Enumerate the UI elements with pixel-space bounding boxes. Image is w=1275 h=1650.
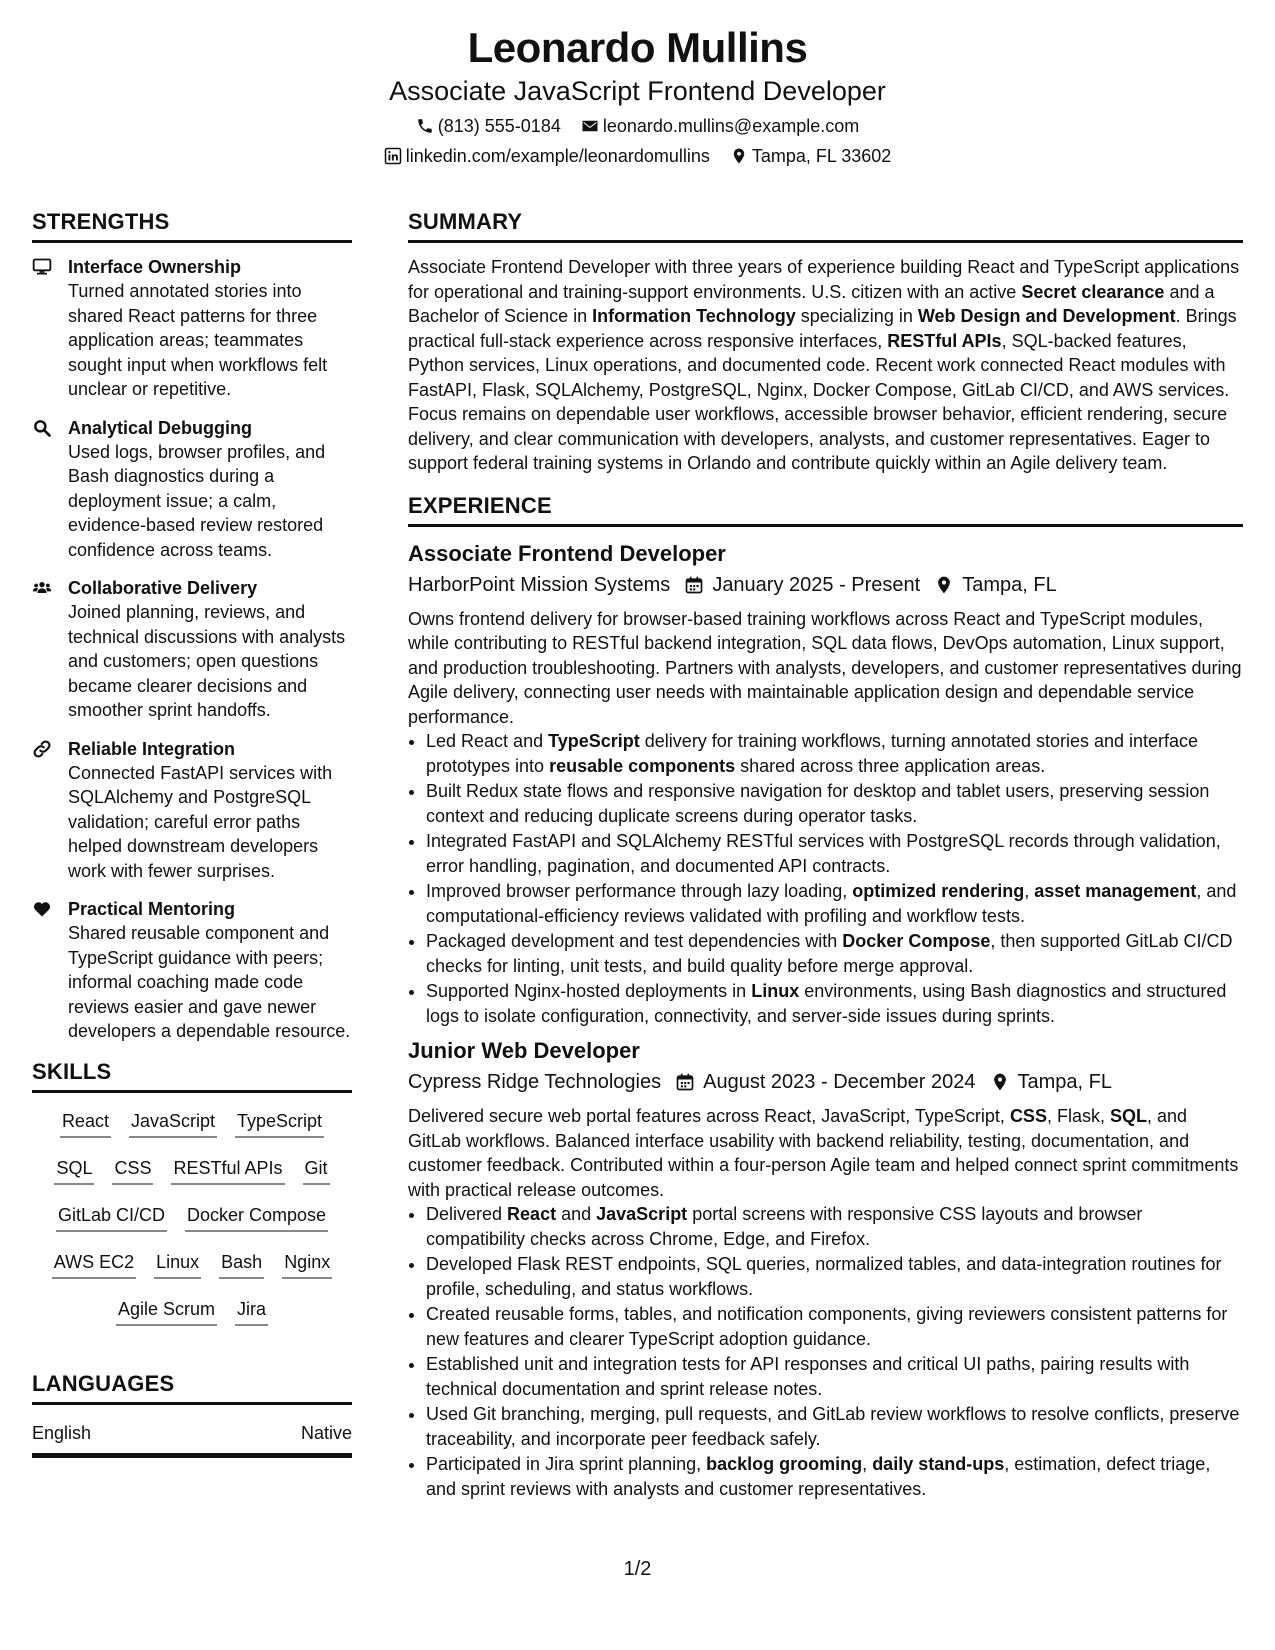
summary-heading: SUMMARY — [408, 208, 1243, 243]
candidate-name: Leonardo Mullins — [467, 24, 808, 71]
bold-text: asset management — [1034, 881, 1197, 901]
text-run: Packaged development and test dependencies with — [426, 931, 843, 951]
job-location: Tampa, FL — [1017, 1071, 1112, 1093]
strength-title: Reliable Integration — [68, 738, 236, 759]
languages-heading: LANGUAGES — [32, 1370, 352, 1405]
job-bullet — [426, 1352, 1243, 1401]
bold-text: RESTful APIs — [887, 330, 1002, 351]
page-number: 1/2 — [623, 1558, 652, 1580]
contact-email[interactable] — [581, 114, 859, 138]
skill-tag: RESTful APIs — [171, 1156, 284, 1185]
text-run: portal screens with responsive CSS layouts and browser compatibility checks across Chrome, Edge, and Firefox. — [426, 1204, 1143, 1249]
strength-desc: Shared reusable component and TypeScript guidance with peers; informal coaching made code reviews easier and gave newer developers a dependable resource. — [68, 923, 351, 1041]
job-company: HarborPoint Mission Systems — [408, 573, 671, 596]
right-column — [408, 208, 1243, 1502]
bold-text: Web Design and Development — [917, 306, 1176, 326]
email-text: leonardo.mullins@example.com — [602, 116, 860, 136]
job-bullet — [426, 929, 1243, 978]
skills-list — [32, 1105, 352, 1326]
text-run: , Flask, — [1046, 1106, 1110, 1126]
text-run: and — [556, 1204, 597, 1224]
job-bullet — [426, 829, 1243, 878]
skill-tag: TypeScript — [235, 1109, 324, 1138]
contact-line-1 — [0, 114, 1275, 138]
job-bullet — [426, 729, 1243, 778]
skill-tag: GitLab CI/CD — [56, 1203, 167, 1232]
strength-desc: Joined planning, reviews, and technical discussions with analysts and customers; open questions became clearer decisions and smoother sprint handoffs. — [68, 602, 346, 720]
contact-line-2 — [0, 144, 1275, 168]
strengths-heading: STRENGTHS — [32, 208, 352, 243]
job-meta — [408, 571, 1243, 599]
bold-text: JavaScript — [596, 1204, 688, 1224]
magnifier-icon — [32, 416, 54, 563]
job-bullet — [426, 1252, 1243, 1301]
map-pin-icon — [934, 575, 954, 595]
job-intro — [408, 1104, 1243, 1202]
text-run: , estimation, defect triage, and sprint reviews with analysts and customer representatives. — [426, 1454, 1211, 1499]
skill-tag: Jira — [235, 1297, 268, 1326]
skill-tag: SQL — [54, 1156, 94, 1185]
text-run: Built Redux state flows and responsive navigation for desktop and tablet users, preserving session context and reducing duplicate screens during operator tasks. — [426, 781, 1210, 826]
job-meta — [408, 1068, 1243, 1096]
bold-text: CSS — [1009, 1106, 1047, 1126]
strength-desc: Used logs, browser profiles, and Bash diagnostics during a deployment issue; a calm, evidence-based review restored confidence across teams. — [68, 441, 326, 560]
skill-tag: CSS — [112, 1156, 153, 1185]
bold-text: reusable components — [549, 755, 736, 776]
skill-tag: Bash — [219, 1250, 264, 1279]
experience-heading: EXPERIENCE — [408, 492, 1243, 527]
contact-linkedin[interactable] — [384, 144, 710, 168]
skill-tag: AWS EC2 — [52, 1250, 136, 1279]
calendar-icon — [675, 1072, 695, 1092]
text-run: , then supported GitLab CI/CD checks for linting, unit tests, and build quality before merge approval. — [426, 931, 1233, 976]
text-run: Used Git branching, merging, pull requests, and GitLab review workflows to resolve conflicts, preserve traceability, and incorporate peer feedback safely. — [426, 1404, 1240, 1449]
job-bullets — [408, 729, 1243, 1028]
link-icon — [32, 737, 54, 884]
job-bullet — [426, 1402, 1243, 1451]
job-bullet — [426, 779, 1243, 828]
text-run: Delivered — [426, 1204, 508, 1224]
contact-phone[interactable] — [416, 114, 561, 138]
text-run: Created reusable forms, tables, and notification components, giving reviewers consistent patterns for new features and clearer TypeScript adoption guidance. — [426, 1304, 1228, 1349]
job-intro — [408, 607, 1243, 730]
bold-text: Linux — [751, 981, 800, 1001]
job-title: Junior Web Developer — [408, 1038, 640, 1063]
envelope-icon — [581, 117, 599, 135]
skill-tag: Agile Scrum — [116, 1297, 217, 1326]
monitor-icon — [32, 255, 54, 402]
job-dates: January 2025 - Present — [712, 573, 921, 596]
skill-tag: Docker Compose — [185, 1203, 328, 1232]
text-run: Supported Nginx-hosted deployments in — [426, 981, 752, 1001]
text-run: Developed Flask REST endpoints, SQL queries, normalized tables, and data-integration routines for profile, scheduling, and status workflows. — [426, 1254, 1222, 1299]
strength-item — [32, 255, 352, 402]
job-title: Associate Frontend Developer — [408, 540, 726, 566]
text-run: , and GitLab workflows. Balanced interface usability with backend reliability, testing, documentation, and customer feedback. Contributed within a four-person Agile team and helped connect sprint commitments with practical release outcomes. — [408, 1106, 1239, 1200]
text-run: , — [862, 1454, 873, 1474]
left-column — [32, 208, 352, 1458]
strength-item — [32, 416, 352, 563]
text-run: Owns frontend delivery for browser-based training workflows across React and TypeScript modules, while contributing to RESTful backend integration, SQL data flows, DevOps automation, Linux support, and production troubleshooting. Partners with analysts, developers, and customer representatives during Agile delivery, connecting user needs with maintainable application design and dependable service performance. — [408, 608, 1242, 727]
resume-header — [0, 22, 1275, 168]
strength-item — [32, 737, 352, 884]
strength-desc: Turned annotated stories into shared React patterns for three application areas; teammates sought input when workflows felt unclear or repetitive. — [68, 281, 328, 399]
bold-text: Docker Compose — [842, 931, 991, 951]
text-run: Led React and — [426, 731, 549, 751]
skill-tag: Linux — [154, 1250, 201, 1279]
text-run: Associate Frontend Developer with three years of experience building React and TypeScript applications for operational and training-support environments. U.S. citizen with an active — [408, 257, 1240, 302]
phone-text: (813) 555-0184 — [437, 116, 561, 136]
job-bullet — [426, 979, 1243, 1028]
linkedin-text: linkedin.com/example/leonardomullins — [405, 146, 710, 166]
strength-title: Collaborative Delivery — [68, 578, 258, 598]
text-run: Participated in Jira sprint planning, — [426, 1454, 707, 1474]
text-run: . Brings practical full-stack experience across responsive interfaces, — [408, 306, 1237, 351]
text-run: and a Bachelor of Science in — [408, 281, 1215, 326]
job-dates: August 2023 - December 2024 — [703, 1071, 976, 1093]
job-entry — [408, 539, 1243, 1029]
text-run: , and computational-efficiency reviews validated with profiling and workflow tests. — [426, 881, 1237, 926]
bold-text: Secret clearance — [1021, 281, 1165, 302]
bold-text: daily stand-ups — [872, 1454, 1005, 1474]
job-bullet — [426, 1302, 1243, 1351]
location-text: Tampa, FL 33602 — [751, 146, 892, 166]
bold-text: SQL — [1109, 1106, 1147, 1126]
strength-item — [32, 576, 352, 723]
text-run: , — [1024, 881, 1035, 901]
contact-location — [730, 144, 891, 168]
text-run: Delivered secure web portal features across React, JavaScript, TypeScript, — [408, 1106, 1010, 1126]
job-bullets — [408, 1202, 1243, 1501]
language-level: Native — [300, 1422, 352, 1443]
language-row — [32, 1417, 352, 1458]
text-run: Integrated FastAPI and SQLAlchemy RESTful services with PostgreSQL records through validation, error handling, pagination, and documented API contracts. — [426, 831, 1221, 876]
text-run: Established unit and integration tests for API responses and critical UI paths, pairing results with technical documentation and sprint release notes. — [426, 1354, 1190, 1399]
text-run: Improved browser performance through lazy loading, — [426, 881, 853, 901]
skill-tag: Nginx — [282, 1250, 332, 1279]
strength-title: Analytical Debugging — [68, 417, 253, 438]
text-run: , SQL-backed features, Python services, Linux operations, and documented code. Recent work connected React modules with FastAPI, Flask, SQLAlchemy, PostgreSQL, Nginx, Docker Compose, GitLab CI/CD, and AWS services. Focus remains on dependable user workflows, accessible browser behavior, efficient rendering, secure delivery, and clear communication with developers, analysts, and customer representatives. Eager to support federal training systems in Orlando and contribute quickly within an Agile delivery team. — [408, 330, 1230, 473]
summary-text — [408, 255, 1243, 476]
job-entry — [408, 1036, 1243, 1501]
users-icon — [32, 576, 54, 723]
skill-tag: JavaScript — [129, 1109, 217, 1138]
bold-text: optimized rendering — [852, 881, 1025, 901]
candidate-role: Associate JavaScript Frontend Developer — [389, 76, 886, 106]
bold-text: Information Technology — [592, 306, 796, 326]
bold-text: React — [507, 1204, 557, 1224]
skill-tag: Git — [303, 1156, 330, 1185]
job-location: Tampa, FL — [962, 573, 1057, 596]
heart-icon — [32, 897, 54, 1044]
calendar-icon — [684, 575, 704, 595]
text-run: environments, using Bash diagnostics and structured logs to isolate configuration, connectivity, and server-side issues during sprints. — [426, 981, 1227, 1026]
map-pin-icon — [730, 147, 748, 165]
map-pin-icon — [990, 1072, 1010, 1092]
phone-icon — [416, 117, 434, 135]
job-bullet — [426, 1452, 1243, 1501]
strength-title: Interface Ownership — [68, 257, 242, 277]
text-run: specializing in — [795, 306, 918, 326]
skills-heading: SKILLS — [32, 1058, 352, 1093]
text-run: shared across three application areas. — [735, 755, 1046, 776]
job-company: Cypress Ridge Technologies — [408, 1071, 662, 1093]
bold-text: backlog grooming — [706, 1454, 863, 1474]
linkedin-icon — [384, 147, 402, 165]
strength-desc: Connected FastAPI services with SQLAlchemy and PostgreSQL validation; careful error paths helped downstream developers work with fewer surprises. — [68, 762, 333, 881]
bold-text: TypeScript — [548, 731, 640, 751]
skill-tag: React — [60, 1109, 111, 1138]
job-bullet — [426, 1202, 1243, 1251]
strength-item — [32, 897, 352, 1044]
strength-title: Practical Mentoring — [68, 899, 236, 919]
language-name: English — [32, 1422, 92, 1443]
job-bullet — [426, 879, 1243, 928]
text-run: delivery for training workflows, turning annotated stories and interface prototypes into — [426, 731, 1199, 776]
